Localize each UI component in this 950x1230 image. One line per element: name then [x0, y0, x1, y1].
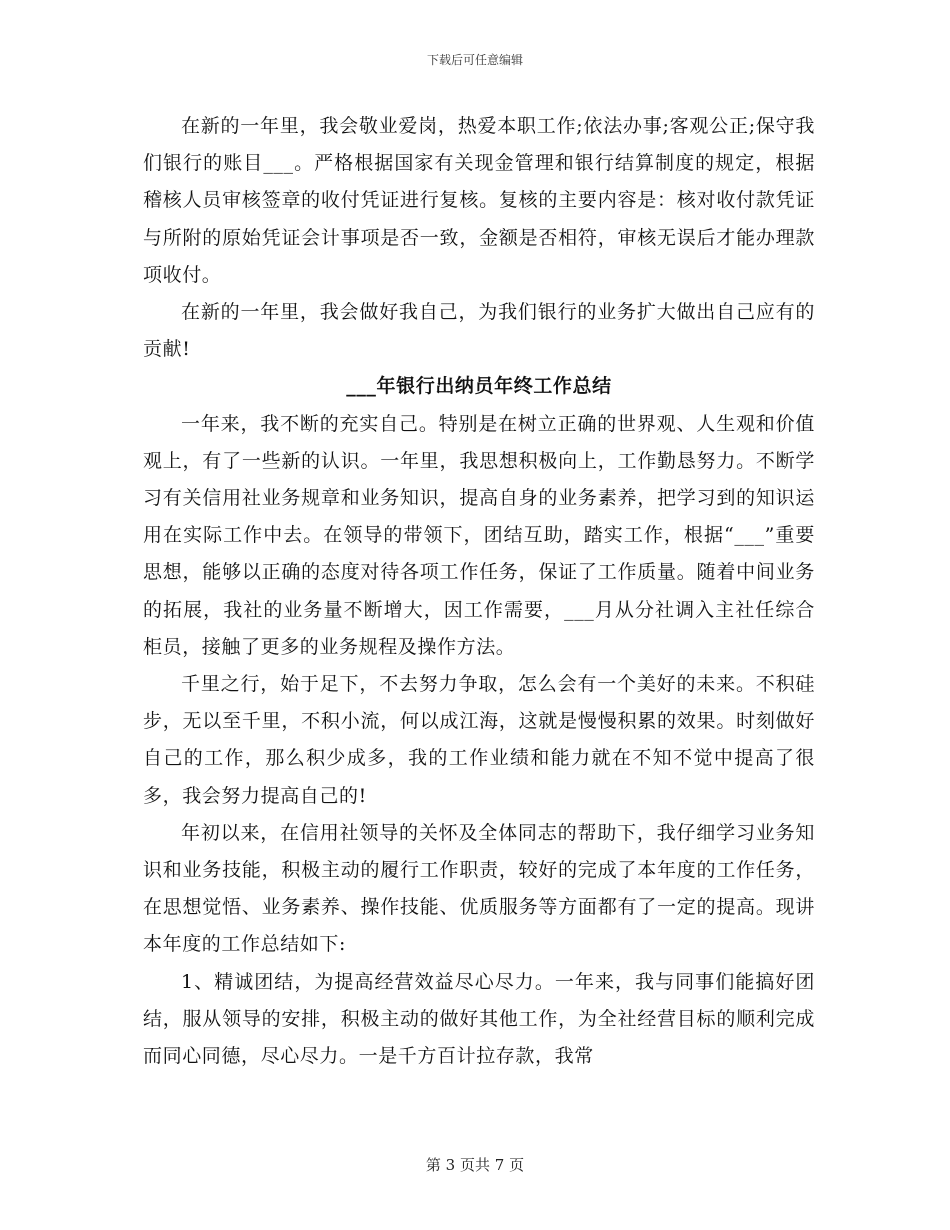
paragraph-work-commitment: 在新的一年里，我会敬业爱岗，热爱本职工作;依法办事;客观公正;保守我们银行的账目___。严格根据国家有关现金管理和银行结算制度的规定，根据稽核人员审核签章的收付凭证进行复核。复核的主要内容是：核对收付款凭证与所附的原始凭证会计事项是否一致，金额是否相符，审核无误后才能办理款项收付。	[143, 115, 815, 286]
document-body	[143, 108, 815, 1075]
paragraph-contribution: 在新的一年里，我会做好我自己，为我们银行的业务扩大做出自己应有的贡献!	[143, 301, 815, 361]
paragraph-self-improvement: 一年来，我不断的充实自己。特别是在树立正确的世界观、人生观和价值观上，有了一些新的认识。一年里，我思想积极向上，工作勤恳努力。不断学习有关信用社业务规章和业务知识，提高自身的业务素养，把学习到的知识运用在实际工作中去。在领导的带领下，团结互助，踏实工作，根据“___”重要思想，能够以正确的态度对待各项工作任务，保证了工作质量。随着中间业务的拓展，我社的业务量不断增大，因工作需要，___月从分社调入主社任综合柜员，接触了更多的业务规程及操作方法。	[143, 412, 815, 658]
page-number-footer: 第 3 页共 7 页	[425, 1156, 525, 1174]
section-heading: ___年银行出纳员年终工作总结	[346, 375, 612, 398]
page-header: 下载后可任意编辑	[426, 53, 523, 67]
paragraph-annual-summary-intro: 年初以来，在信用社领导的关怀及全体同志的帮助下，我仔细学习业务知识和业务技能，积极主动的履行工作职责，较好的完成了本年度的工作任务，在思想觉悟、业务素养、操作技能、优质服务等方面都有了一定的提高。现讲本年度的工作总结如下:	[143, 821, 815, 956]
paragraph-accumulation: 千里之行，始于足下，不去努力争取，怎么会有一个美好的未来。不积硅步，无以至千里，不积小流，何以成江海，这就是慢慢积累的效果。时刻做好自己的工作，那么积少成多，我的工作业绩和能力就在不知不觉中提高了很多，我会努力提高自己的!	[143, 673, 815, 807]
paragraph-point-1: 1、精诚团结，为提高经营效益尽心尽力。一年来，我与同事们能搞好团结，服从领导的安排，积极主动的做好其他工作，为全社经营目标的顺利完成而同心同德，尽心尽力。一是千方百计拉存款，我常	[143, 970, 815, 1068]
